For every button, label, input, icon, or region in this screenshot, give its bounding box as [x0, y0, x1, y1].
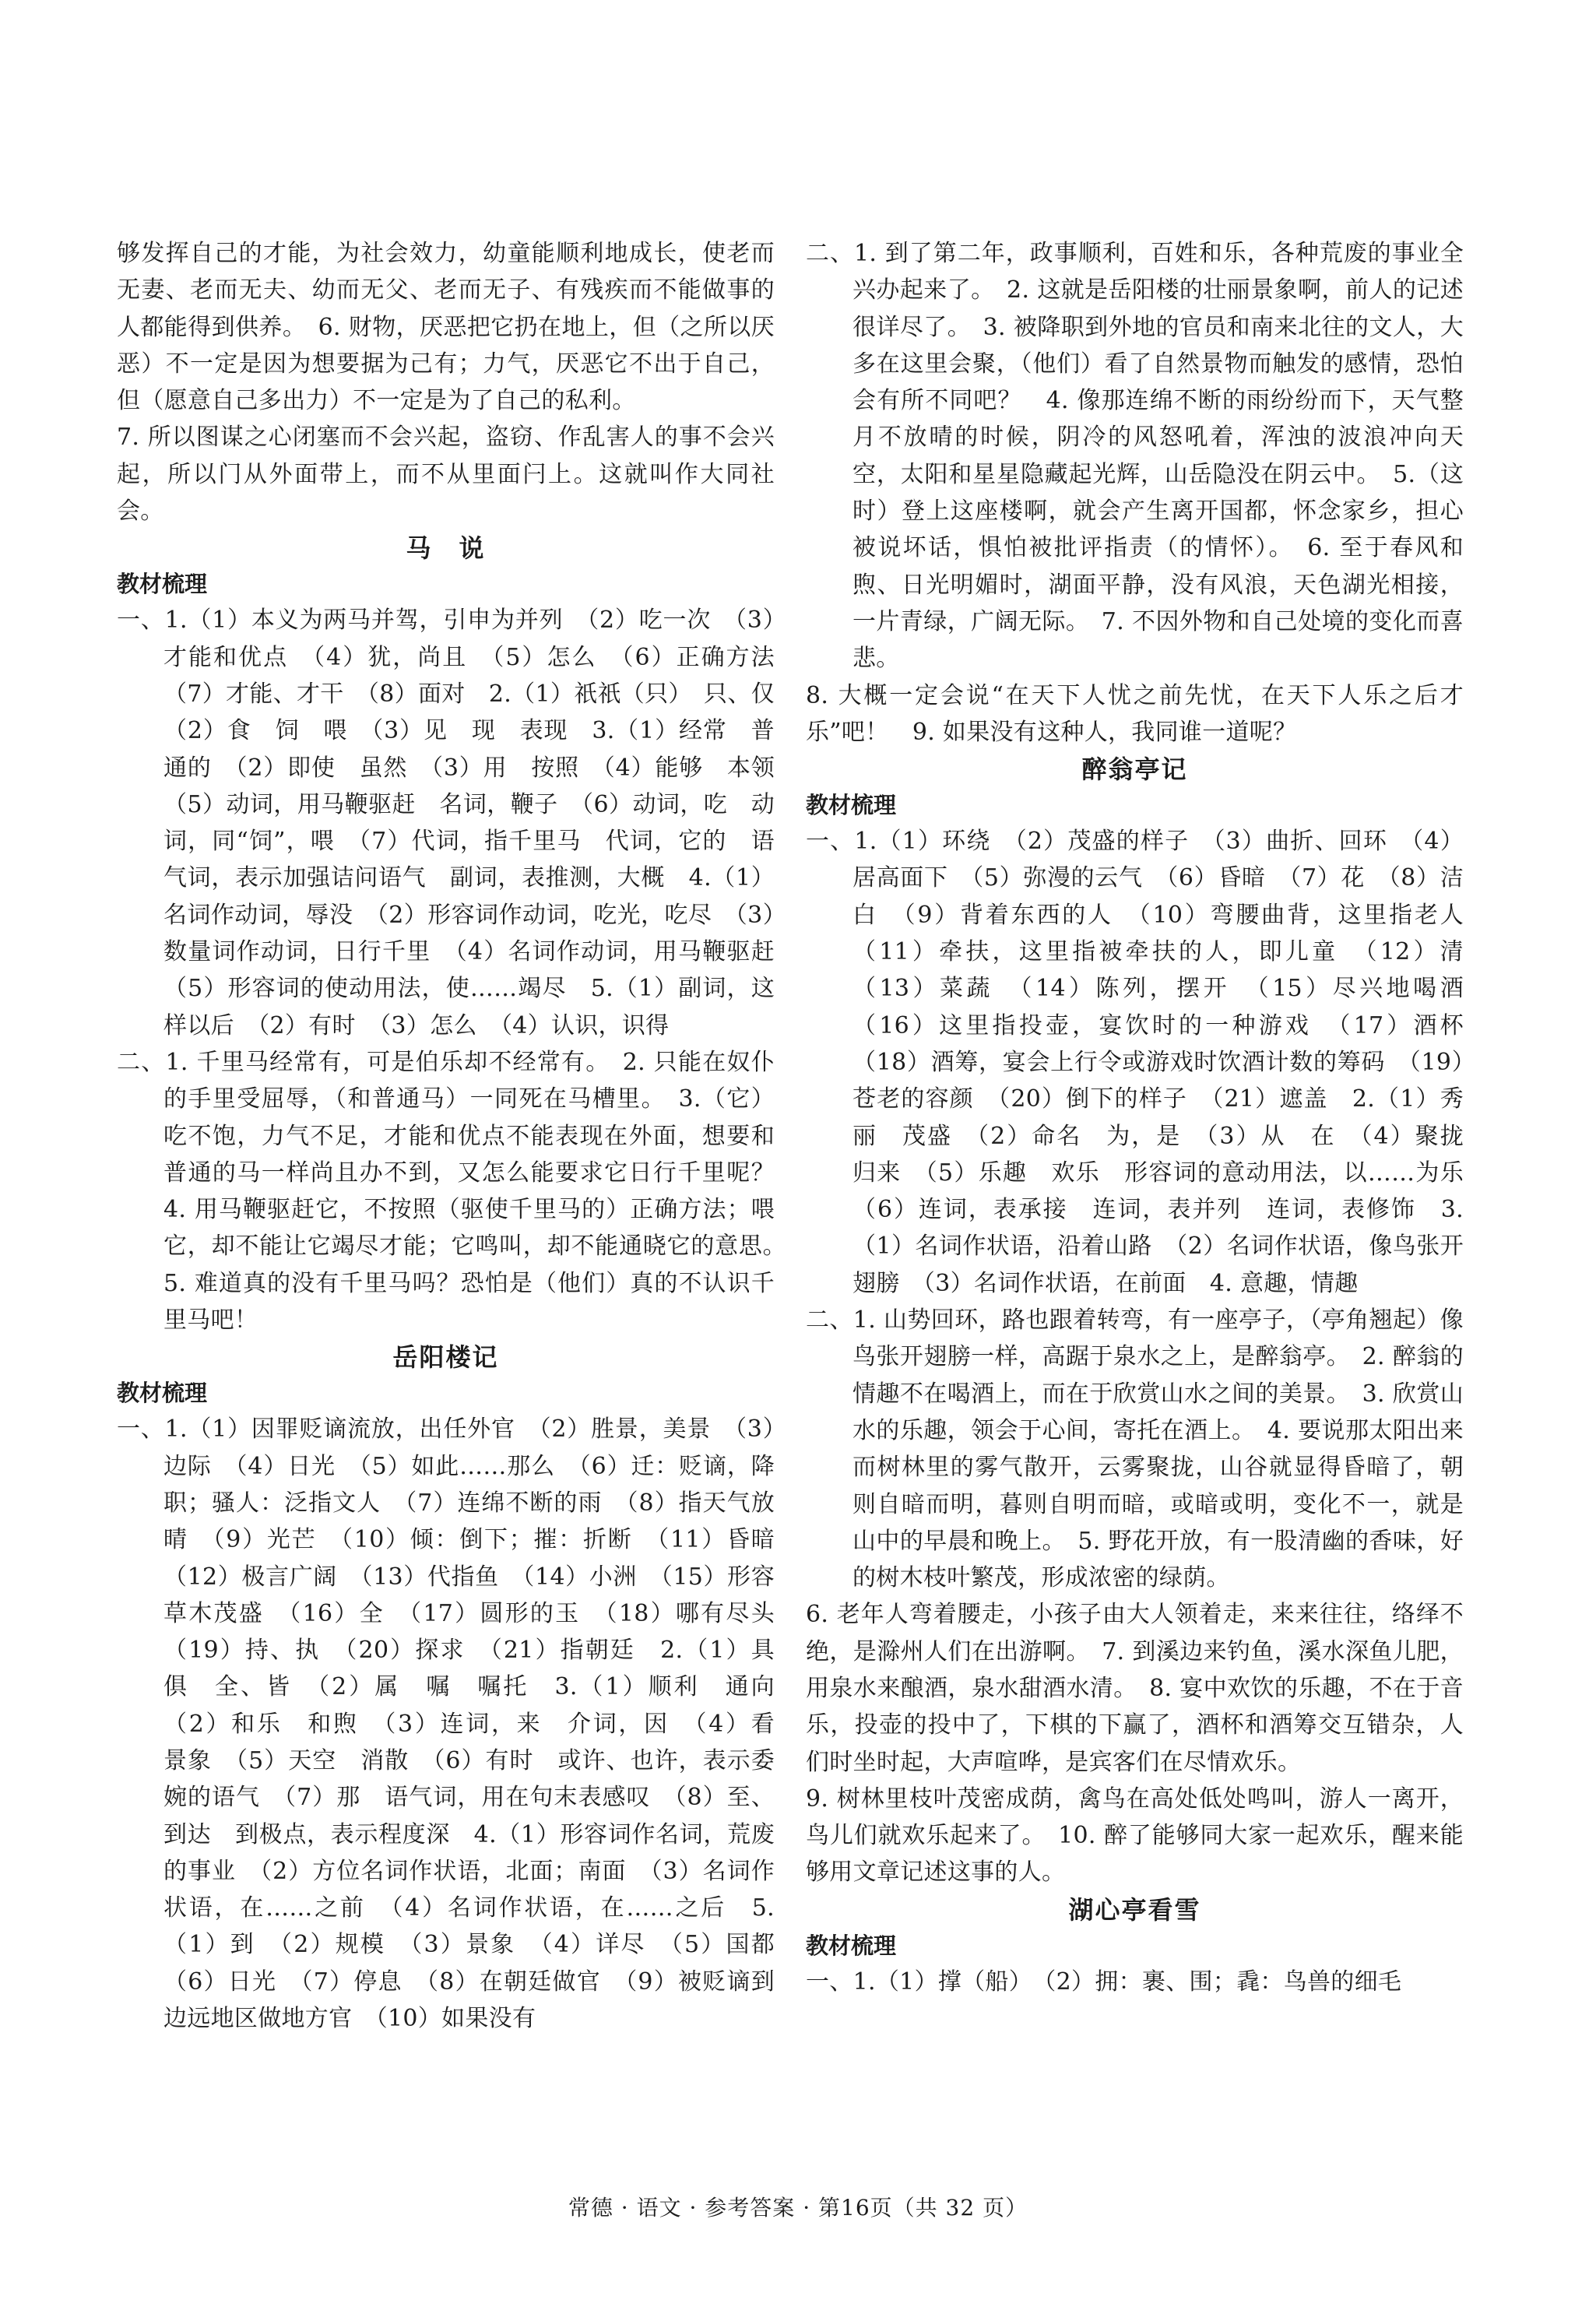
yueyanglou-answer-8: 8. 大概一定会说“在天下人忧之前先忧，在天下人乐之后才乐”吧！ 9. 如果没有这种人，我同谁一道呢？ — [806, 681, 1464, 746]
zuiwengting-answer-9: 9. 树林里枝叶茂密成荫，禽鸟在高处低处鸣叫，游人一离开，鸟儿们就欢乐起来了。 10. 醉了能够同大家一起欢乐，醒来能够用文章记述这事的人。 — [806, 1785, 1464, 1887]
section-subtitle-yueyanglou: 教材梳理 — [117, 1380, 208, 1407]
zuiwengting-part-one: 一、1.（1）环绕 （2）茂盛的样子 （3）曲折、回环 （4）居高面下 （5）弥漫的云气 （6）昏暗 （7）花 （8）洁白 （9）背着东西的人 （10）弯腰曲背，这里指老人 （11）牵扶，这里指被牵扶的人，即儿童 （12）清 （13）菜蔬 （14）陈列，摆开 （15）尽兴地喝酒 （16）这里指投壶，宴饮时的一种游戏 （17）酒杯 （18）酒筹，宴会上行令或游戏时饮酒计数的筹码 （19）苍老的容颜 （20）倒下的样子 （21）遮盖 2.（1）秀丽 茂盛 （2）命名 为，是 （3）从 在 （4）聚拢 归来 （5）乐趣 欢乐 形容词的意动用法，以……为乐 （6）连词，表承接 连词，表并列 连词，表修饰 3.（1）名词作状语，沿着山路 （2）名词作状语，像鸟张开翅膀 （3）名词作状语，在前面 4. 意趣，情趣 — [806, 828, 1488, 1297]
section-title-yueyanglou: 岳阳楼记 — [392, 1342, 499, 1373]
section-subtitle-zuiwengting: 教材梳理 — [806, 792, 897, 819]
right-column — [806, 235, 1488, 2000]
section-title-mashuo: 马 说 — [406, 533, 486, 564]
yueyanglou-part-one: 一、1.（1）因罪贬谪流放，出任外官 （2）胜景，美景 （3）边际 （4）日光 （5）如此……那么 （6）迁：贬谪，降职；骚人：泛指文人 （7）连绵不断的雨 （8）指天气放晴 （9）光芒 （10）倾：倒下；摧：折断 （11）昏暗 （12）极言广阔 （13）代指鱼 （14）小洲 （15）形容草木茂盛 （16）全 （17）圆形的玉 （18）哪有尽头 （19）持、执 （20）探求 （21）指朝廷 2.（1）具 俱 全、皆 （2）属 嘱 嘱托 3.（1）顺利 通向 （2）和乐 和煦 （3）连词，来 介词，因 （4）看 景象 （5）天空 消散 （6）有时 或许、也许，表示委婉的语气 （7）那 语气词，用在句末表感叹 （8）至、到达 到极点，表示程度深 4.（1）形容词作名词，荒废的事业 （2）方位名词作状语，北面；南面 （3）名词作状语，在……之前 （4）名词作状语，在……之后 5.（1）到 （2）规模 （3）景象 （4）详尽 （5）国都 （6）日光 （7）停息 （8）在朝廷做官 （9）被贬谪到边远地区做地方官 （10）如果没有 — [117, 1415, 799, 2033]
datong-answer-7: 7. 所以图谋之心闭塞而不会兴起，盗窃、作乱害人的事不会兴起，所以门从外面带上，而不从里面闩上。这就叫作大同社会。 — [117, 424, 775, 526]
datong-translation-continued: 够发挥自己的才能，为社会效力，幼童能顺利地成长，使老而无妻、老而无夫、幼而无父、老而无子、有残疾而不能做事的人都能得到供养。 6. 财物，厌恶把它扔在地上，但（之所以厌恶）不一定是因为想要据为己有；力气，厌恶它不出于自己，但（愿意自己多出力）不一定是为了自己的私利。 — [117, 240, 775, 415]
yueyanglou-part-two: 二、1. 到了第二年，政事顺利，百姓和乐，各种荒废的事业全兴办起来了。 2. 这就是岳阳楼的壮丽景象啊，前人的记述很详尽了。 3. 被降职到外地的官员和南来北往的文人，大多在这里会聚，（他们）看了自然景物而触发的感情，恐怕会有所不同吧？ 4. 像那连绵不断的雨纷纷而下，天气整月不放晴的时候，阴冷的风怒吼着，浑浊的波浪冲向天空，太阳和星星隐藏起光辉，山岳隐没在阴云中。 5.（这时）登上这座楼啊，就会产生离开国都，怀念家乡，担心被说坏话，惧怕被批评指责（的情怀）。 6. 至于春风和煦、日光明媚时，湖面平静，没有风浪，天色湖光相接，一片青绿，广阔无际。 7. 不因外物和自己处境的变化而喜悲。 — [806, 240, 1464, 673]
section-title-zuiwengting: 醉翁亭记 — [1081, 754, 1188, 785]
section-subtitle-huxinting: 教材梳理 — [806, 1932, 897, 1959]
section-title-huxinting: 湖心亭看雪 — [1068, 1894, 1201, 1925]
mashuo-part-one: 一、1.（1）本义为两马并驾，引申为并列 （2）吃一次 （3）才能和优点 （4）犹，尚且 （5）怎么 （6）正确方法 （7）才能、才干 （8）面对 2.（1）祇祇（只） 只、仅 （2）食 饲 喂 （3）见 现 表现 3.（1）经常 普通的 （2）即使 虽然 （3）用 按照 （4）能够 本领 （5）动词，用马鞭驱赶 名词，鞭子 （6）动词，吃 动词，同“饲”，喂 （7）代词，指千里马 代词，它的 语气词，表示加强诘问语气 副词，表推测，大概 4.（1）名词作动词，辱没 （2）形容词作动词，吃光，吃尽 （3）数量词作动词，日行千里 （4）名词作动词，用马鞭驱赶 （5）形容词的使动用法，使……竭尽 5.（1）副词，这样以后 （2）有时 （3）怎么 （4）认识，识得 — [117, 607, 799, 1039]
zuiwengting-answer-6: 6. 老年人弯着腰走，小孩子由大人领着走，来来往往，络绎不绝，是滁州人们在出游啊。 7. 到溪边来钓鱼，溪水深鱼儿肥，用泉水来酿酒，泉水甜酒水清。 8. 宴中欢饮的乐趣，不在于音乐，投壶的投中了，下棋的下赢了，酒杯和酒筹交互错杂，人们时坐时起，大声喧哗，是宾客们在尽情欢乐。 — [806, 1601, 1464, 1776]
mashuo-part-two: 二、1. 千里马经常有，可是伯乐却不经常有。 2. 只能在奴仆的手里受屈辱，（和普通马）一同死在马槽里。 3.（它）吃不饱，力气不足，才能和优点不能表现在外面，想要和普通的马一样尚且办不到，又怎么能要求它日行千里呢？ 4. 用马鞭驱赶它，不按照（驱使千里马的）正确方法；喂它，却不能让它竭尽才能；它鸣叫，却不能通晓它的意思。 5. 难道真的没有千里马吗？恐怕是（他们）真的不认识千里马吧！ — [117, 1048, 799, 1335]
zuiwengting-part-two: 二、1. 山势回环，路也跟着转弯，有一座亭子，（亭角翘起）像鸟张开翅膀一样，高踞于泉水之上，是醉翁亭。 2. 醉翁的情趣不在喝酒上，而在于欣赏山水之间的美景。 3. 欣赏山水的乐趣，领会于心间，寄托在酒上。 4. 要说那太阳出来而树林里的雾气散开，云雾聚拢，山谷就显得昏暗了，朝则自暗而明，暮则自明而暗，或暗或明，变化不一，就是山中的早晨和晚上。 5. 野花开放，有一股清幽的香味，好的树木枝叶繁茂，形成浓密的绿荫。 — [806, 1306, 1464, 1592]
section-subtitle-mashuo: 教材梳理 — [117, 571, 208, 598]
left-column — [117, 235, 799, 2037]
page-footer: 常德 · 语文 · 参考答案 · 第16页（共 32 页） — [568, 2195, 1028, 2221]
huxinting-part-one: 一、1.（1）撑（船） （2）拥：裹、围；毳：鸟兽的细毛 — [806, 1968, 1402, 1996]
